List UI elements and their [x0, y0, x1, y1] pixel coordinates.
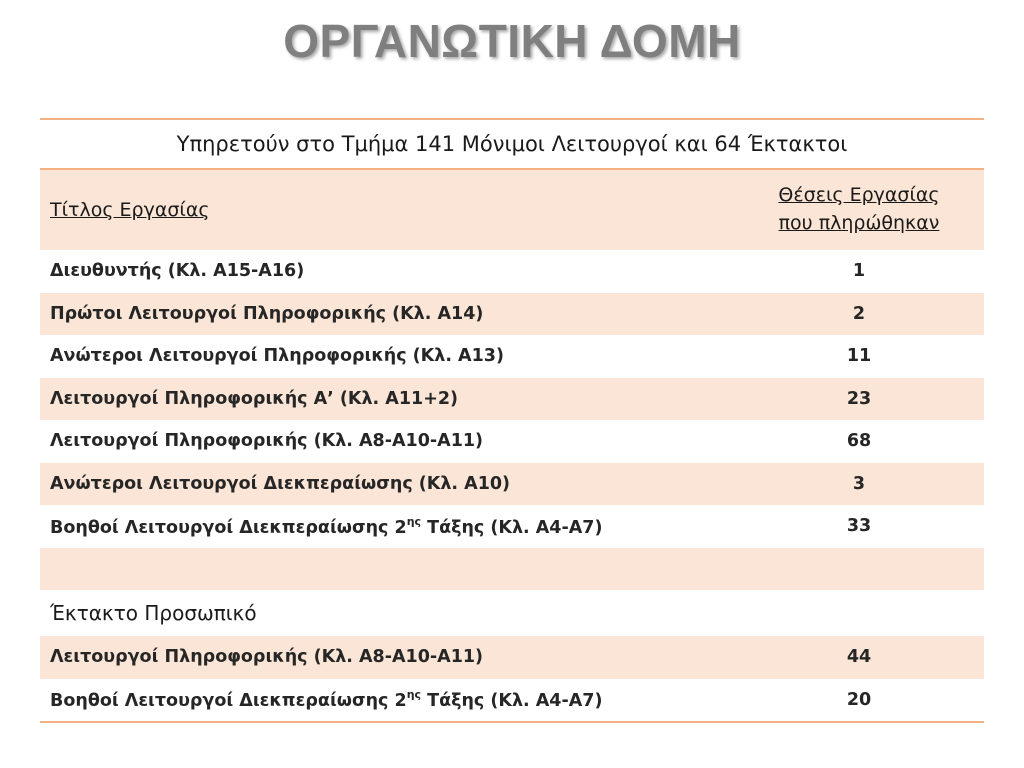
job-title-cell: Λειτουργοί Πληροφορικής (Κλ. Α8-Α10-Α11)	[40, 420, 734, 463]
column-header-positions-line2: που πληρώθηκαν	[778, 212, 940, 234]
table-row	[40, 293, 984, 336]
ordinal-suffix: ης	[406, 514, 422, 528]
positions-cell: 44	[734, 636, 984, 679]
job-title-cell	[40, 679, 734, 723]
job-title-cell: Διευθυντής (Κλ. Α15-Α16)	[40, 250, 734, 293]
positions-cell: 23	[734, 378, 984, 421]
staffing-table-container	[40, 118, 984, 723]
spacer-cell	[734, 548, 984, 591]
table-row	[40, 463, 984, 506]
job-title-cell: Πρώτοι Λειτουργοί Πληροφορικής (Κλ. Α14)	[40, 293, 734, 336]
table-row	[40, 420, 984, 463]
positions-cell: 3	[734, 463, 984, 506]
job-title-text-rest: Τάξης (Κλ. Α4-Α7)	[421, 691, 603, 712]
table-row	[40, 505, 984, 548]
job-title-text: Βοηθοί Λειτουργοί Διεκπεραίωσης 2	[50, 517, 407, 538]
positions-cell: 1	[734, 250, 984, 293]
page-title: ΟΡΓΑΝΩΤΙΚΗ ΔΟΜΗ	[283, 15, 741, 67]
table-row	[40, 335, 984, 378]
table-caption-row	[40, 119, 984, 169]
staffing-table	[40, 118, 984, 723]
table-row	[40, 679, 984, 723]
job-title-cell: Ανώτεροι Λειτουργοί Διεκπεραίωσης (Κλ. Α10)	[40, 463, 734, 506]
section-header-row	[40, 590, 984, 636]
table-row	[40, 378, 984, 421]
job-title-cell: Λειτουργοί Πληροφορικής (Κλ. Α8-Α10-Α11)	[40, 636, 734, 679]
column-header-positions-line1: Θέσεις Εργασίας	[778, 184, 940, 207]
job-title-cell: Λειτουργοί Πληροφορικής Α’ (Κλ. Α11+2)	[40, 378, 734, 421]
positions-cell: 20	[734, 679, 984, 723]
table-row	[40, 250, 984, 293]
ordinal-suffix: ης	[406, 688, 422, 702]
job-title-cell: Ανώτεροι Λειτουργοί Πληροφορικής (Κλ. Α13)	[40, 335, 734, 378]
job-title-text-rest: Τάξης (Κλ. Α4-Α7)	[421, 517, 603, 538]
positions-cell: 68	[734, 420, 984, 463]
positions-cell: 2	[734, 293, 984, 336]
section-header-temporary: Έκτακτο Προσωπικό	[40, 590, 984, 636]
column-header-row	[40, 169, 984, 250]
column-header-title: Τίτλος Εργασίας	[40, 169, 734, 250]
column-header-positions	[734, 169, 984, 250]
positions-cell: 33	[734, 505, 984, 548]
job-title-text: Βοηθοί Λειτουργοί Διεκπεραίωσης 2	[50, 691, 407, 712]
spacer-cell	[40, 548, 734, 591]
spacer-row	[40, 548, 984, 591]
job-title-cell	[40, 505, 734, 548]
table-row	[40, 636, 984, 679]
positions-cell: 11	[734, 335, 984, 378]
table-caption: Υπηρετούν στο Τμήμα 141 Μόνιμοι Λειτουργοί και 64 Έκτακτοι	[40, 119, 984, 169]
